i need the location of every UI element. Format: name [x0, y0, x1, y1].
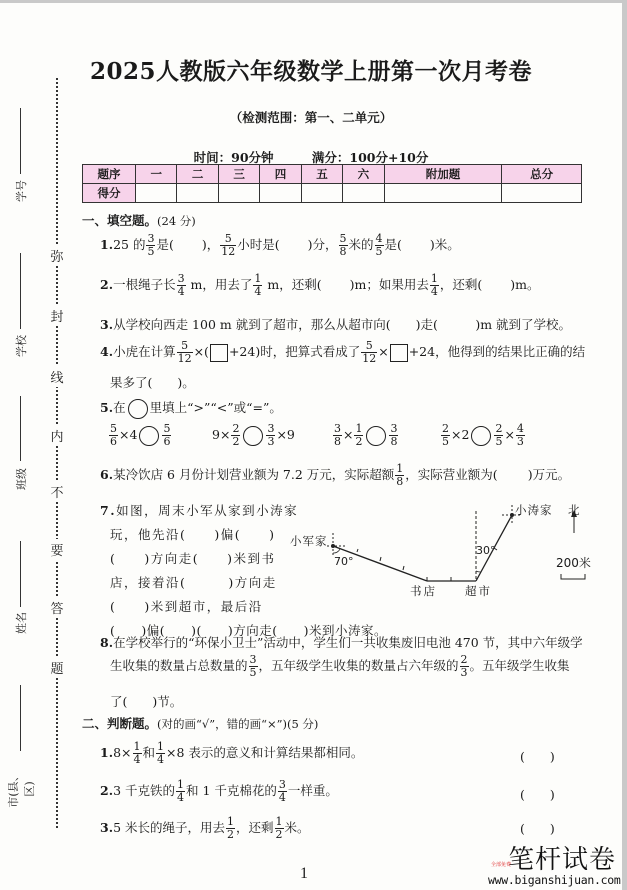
comparison-circle[interactable] — [243, 426, 263, 446]
numerator: 1 — [177, 778, 184, 791]
text: )米。 — [429, 237, 460, 252]
denominator: 2 — [232, 435, 240, 448]
fraction — [162, 423, 171, 448]
denominator: 2 — [227, 828, 234, 841]
seal-char: 内 — [50, 425, 64, 446]
numerator: 3 — [390, 422, 398, 435]
text: 里填上“>”“<”或“=”。 — [149, 400, 282, 415]
numerator: 2 — [442, 422, 449, 435]
seal-char: 弥 — [50, 245, 64, 266]
denominator: 12 — [177, 352, 192, 365]
label-angle-70: 70° — [334, 555, 354, 568]
text: 是( — [384, 237, 402, 252]
denominator: 12 — [362, 352, 377, 365]
fraction — [249, 654, 258, 679]
q7-line: 玩，他先沿( )偏( ) — [110, 527, 276, 542]
section-points: (24 分) — [157, 214, 196, 228]
text: 。五年级学生收集 — [469, 658, 570, 673]
section-2-heading — [82, 714, 318, 732]
school-line[interactable] — [20, 253, 21, 329]
seal-char: 封 — [50, 305, 64, 326]
numerator: 3 — [249, 653, 257, 666]
denominator: 2 — [355, 435, 363, 448]
row-header: 得分 — [83, 184, 136, 203]
denominator: 4 — [278, 791, 286, 804]
score-table-header-row — [83, 165, 582, 184]
text: 和 1 千克棉花的 — [186, 783, 277, 798]
fraction — [133, 741, 142, 766]
column-header: 附加题 — [384, 165, 502, 184]
text: )m。 — [510, 277, 540, 292]
denominator: 8 — [396, 475, 404, 488]
question-number: 2. — [100, 783, 114, 798]
column-header: 五 — [301, 165, 342, 184]
text: 9× — [212, 427, 231, 442]
question-2-1 — [100, 741, 363, 766]
column-header: 六 — [343, 165, 384, 184]
column-header: 四 — [260, 165, 301, 184]
text: × — [504, 427, 515, 442]
numerator: 1 — [430, 272, 438, 285]
question-number: 8. — [100, 635, 114, 650]
numerator: 5 — [361, 340, 377, 353]
exam-time: 时间：90分钟 — [193, 150, 274, 165]
seal-char: 不 — [50, 481, 64, 502]
fraction — [226, 816, 235, 841]
label-scale: 200米 — [556, 556, 591, 570]
question-number: 6. — [100, 467, 114, 482]
denominator: 4 — [177, 285, 185, 298]
comparison-item-3 — [332, 423, 399, 448]
denominator: 4 — [254, 285, 262, 298]
district-line[interactable] — [20, 685, 21, 751]
question-number: 7. — [100, 503, 117, 518]
text: 某冷饮店 6 月份计划营业额为 7.2 万元，实际超额 — [113, 467, 395, 482]
comparison-circle[interactable] — [366, 426, 386, 446]
denominator: 5 — [442, 435, 449, 448]
comparison-circle[interactable] — [471, 426, 491, 446]
label-student-id: 学号 — [15, 180, 28, 202]
denominator: 8 — [334, 435, 341, 448]
question-number: 3. — [100, 820, 114, 835]
text: m，用去了 — [186, 277, 253, 292]
numerator: 1 — [157, 740, 165, 753]
numerator: 5 — [220, 233, 236, 246]
label-supermarket: 超市 — [465, 584, 492, 598]
column-header: 总分 — [502, 165, 582, 184]
text: +24)时，把算式看成了 — [228, 344, 361, 359]
question-1-3 — [100, 315, 571, 333]
watermark-logo-text: 笔杆试卷 — [508, 845, 617, 875]
denominator: 3 — [460, 666, 468, 679]
exam-full-score: 满分：100分+10分 — [311, 150, 429, 165]
text: 在 — [113, 400, 126, 415]
exam-title: 2025人教版六年级数学上册第一次月考卷 — [89, 58, 532, 85]
fraction — [333, 423, 342, 448]
numerator: 5 — [177, 340, 193, 353]
question-1-4 — [100, 340, 585, 365]
comparison-circle[interactable] — [139, 426, 159, 446]
denominator: 5 — [147, 245, 155, 258]
numerator: 5 — [163, 422, 171, 435]
text: 如图，周末小军从家到小涛家 — [116, 503, 299, 518]
text: 一根绳子长 — [113, 277, 176, 292]
denominator: 5 — [375, 245, 383, 258]
q7-line: 店，接着沿( )方向走 — [110, 575, 277, 590]
text: ，五年级学生收集的数量占六年级的 — [258, 658, 459, 673]
label-school: 学校 — [15, 335, 28, 357]
text: )分， — [307, 237, 338, 252]
question-1-2 — [100, 273, 539, 298]
question-2-3 — [100, 816, 310, 841]
denominator: 5 — [249, 666, 257, 679]
square-box-icon — [210, 344, 228, 362]
numerator: 4 — [375, 232, 383, 245]
seal-char: 线 — [50, 366, 64, 387]
numerator: 2 — [460, 653, 468, 666]
denominator: 2 — [275, 828, 283, 841]
fraction — [275, 816, 284, 841]
numerator: 5 — [339, 232, 347, 245]
text: × — [378, 344, 389, 359]
text: 25 的 — [113, 237, 146, 252]
text: 小时是( — [237, 237, 280, 252]
question-1-5 — [100, 398, 282, 419]
question-1-6 — [100, 463, 570, 488]
denominator: 6 — [163, 435, 171, 448]
score-cell[interactable] — [136, 184, 177, 203]
label-xiaotao-home: 小涛家 — [515, 503, 553, 517]
question-number: 2. — [100, 277, 114, 292]
label-xiaojun-home: 小军家 — [290, 534, 328, 548]
question-1-4-line2: 果多了( )。 — [110, 375, 195, 390]
text: 一样重。 — [287, 783, 338, 798]
column-header: 一 — [136, 165, 177, 184]
numerator: 3 — [334, 422, 341, 435]
label-north: 北 — [568, 503, 580, 517]
q7-line: ( )米到超市，最后沿 — [110, 599, 263, 614]
denominator: 5 — [495, 435, 503, 448]
column-header: 二 — [177, 165, 218, 184]
text: 米的 — [348, 237, 374, 252]
seal-char: 题 — [50, 657, 64, 678]
label-district: 市(县、区) — [7, 770, 36, 808]
denominator: 8 — [339, 245, 347, 258]
numerator: 5 — [110, 422, 117, 435]
fraction — [516, 423, 525, 448]
seal-dotted-line — [56, 78, 58, 828]
comparison-item-2 — [212, 423, 295, 448]
numerator: 1 — [396, 462, 404, 475]
text: 是( — [156, 237, 174, 252]
watermark-tag: 全部免费 — [491, 862, 512, 868]
numerator: 3 — [177, 272, 185, 285]
answer-paren[interactable]: ( ) — [520, 787, 555, 802]
text: )m；如果用去 — [349, 277, 429, 292]
label-bookstore: 书店 — [410, 584, 437, 598]
text: 和 — [142, 745, 156, 760]
fraction — [156, 741, 165, 766]
numerator: 1 — [227, 815, 234, 828]
text: )万元。 — [527, 467, 571, 482]
denominator: 3 — [516, 435, 524, 448]
numerator: 1 — [254, 272, 262, 285]
denominator: 3 — [267, 435, 275, 448]
text: ×4 — [119, 427, 138, 442]
seal-char: 答 — [50, 597, 64, 618]
denominator: 4 — [157, 753, 165, 766]
fraction — [375, 233, 384, 258]
numerator: 3 — [278, 778, 286, 791]
text: )， — [201, 237, 220, 252]
score-table-score-row — [83, 184, 582, 203]
fraction — [278, 779, 287, 804]
text: ，还剩 — [236, 820, 274, 835]
fraction — [441, 423, 450, 448]
q7-line: ( )偏( )( )方向走( )米到小涛家。 — [110, 623, 388, 638]
question-number: 5. — [100, 400, 114, 415]
denominator: 4 — [177, 791, 184, 804]
question-1-8 — [100, 633, 583, 651]
numerator: 1 — [355, 422, 363, 435]
text: 小虎在计算 — [113, 344, 176, 359]
text: 从学校向西走 100 m 就到了超市，那么从超市向( )走( )m 就到了学校。 — [113, 317, 572, 332]
row-header: 题序 — [83, 165, 136, 184]
circle-icon — [128, 399, 148, 419]
fraction — [266, 423, 275, 448]
denominator: 4 — [430, 285, 438, 298]
question-number: 4. — [100, 344, 114, 359]
numerator: 3 — [267, 422, 275, 435]
column-header: 三 — [218, 165, 259, 184]
question-1-8-line2 — [110, 654, 570, 679]
question-1-8-line3: 了( )节。 — [110, 694, 183, 709]
score-cell[interactable] — [260, 184, 301, 203]
page-number: 1 — [300, 865, 308, 882]
denominator: 12 — [221, 245, 236, 258]
question-2-2 — [100, 779, 338, 804]
label-angle-30: 30° — [476, 544, 496, 557]
exam-scope: （检测范围：第一、二单元） — [229, 110, 393, 125]
denominator: 8 — [390, 435, 398, 448]
fraction — [146, 233, 155, 258]
score-cell[interactable] — [177, 184, 218, 203]
question-number: 1. — [100, 745, 114, 760]
numerator: 1 — [133, 740, 141, 753]
section-1-heading — [82, 211, 196, 229]
fraction — [460, 654, 469, 679]
text: ×( — [193, 344, 209, 359]
section-title: 二、判断题。 — [82, 716, 158, 731]
denominator: 4 — [133, 753, 141, 766]
text: +24，他得到的结果比正确的结 — [408, 344, 586, 359]
route-map-diagram — [280, 493, 610, 613]
question-number: 3. — [100, 317, 114, 332]
label-class: 班级 — [15, 468, 28, 490]
text: ×2 — [451, 427, 470, 442]
numerator: 1 — [275, 815, 283, 828]
question-number: 1. — [100, 237, 114, 252]
numerator: 2 — [232, 422, 240, 435]
seal-char: 要 — [50, 539, 64, 560]
text: 在学校举行的“环保小卫士”活动中，学生们一共收集废旧电池 470 节，其中六年级学 — [113, 635, 583, 650]
text: 生收集的数量占总数量的 — [110, 658, 248, 673]
denominator: 6 — [110, 435, 117, 448]
fraction — [220, 233, 236, 258]
class-line[interactable] — [20, 396, 21, 461]
section-title: 一、填空题。 — [82, 213, 158, 228]
question-1-1 — [100, 233, 460, 258]
answer-paren[interactable]: ( ) — [520, 749, 555, 764]
score-cell[interactable] — [301, 184, 342, 203]
answer-paren[interactable]: ( ) — [520, 821, 555, 836]
fraction — [395, 463, 404, 488]
text: ×9 — [276, 427, 295, 442]
score-cell[interactable] — [218, 184, 259, 203]
text: m，还剩( — [263, 277, 322, 292]
fraction — [109, 423, 118, 448]
watermark-url[interactable]: www.biganshijuan.com — [488, 873, 621, 887]
exam-page — [0, 3, 622, 890]
comparison-item-4 — [440, 423, 526, 448]
q7-line: ( )方向走( )米到书 — [110, 551, 276, 566]
fraction — [354, 423, 363, 448]
numerator: 2 — [495, 422, 503, 435]
name-line[interactable] — [20, 541, 21, 607]
fraction — [253, 273, 262, 298]
score-cell[interactable] — [502, 184, 582, 203]
comparison-item-1 — [108, 423, 172, 448]
fraction — [361, 340, 377, 365]
fraction — [177, 273, 186, 298]
text: 5 米长的绳子，用去 — [113, 820, 225, 835]
text: 米。 — [284, 820, 310, 835]
text: ×8 表示的意义和计算结果都相同。 — [166, 745, 364, 760]
square-box-icon — [390, 344, 408, 362]
text: ，实际营业额为( — [405, 467, 498, 482]
fraction — [176, 779, 185, 804]
text: × — [343, 427, 354, 442]
score-cell[interactable] — [384, 184, 502, 203]
text: ，还剩( — [439, 277, 483, 292]
numerator: 3 — [147, 232, 155, 245]
text: 3 千克铁的 — [113, 783, 175, 798]
numerator: 4 — [516, 422, 524, 435]
label-name: 姓名 — [15, 612, 28, 634]
fraction — [430, 273, 439, 298]
score-cell[interactable] — [343, 184, 384, 203]
score-table — [82, 164, 582, 203]
section-instruction: (对的画“√”，错的画“×”)(5 分) — [157, 717, 319, 731]
fraction — [389, 423, 398, 448]
fraction — [177, 340, 193, 365]
fraction — [339, 233, 348, 258]
fraction — [231, 423, 240, 448]
fraction — [494, 423, 503, 448]
text: 8× — [113, 745, 132, 760]
